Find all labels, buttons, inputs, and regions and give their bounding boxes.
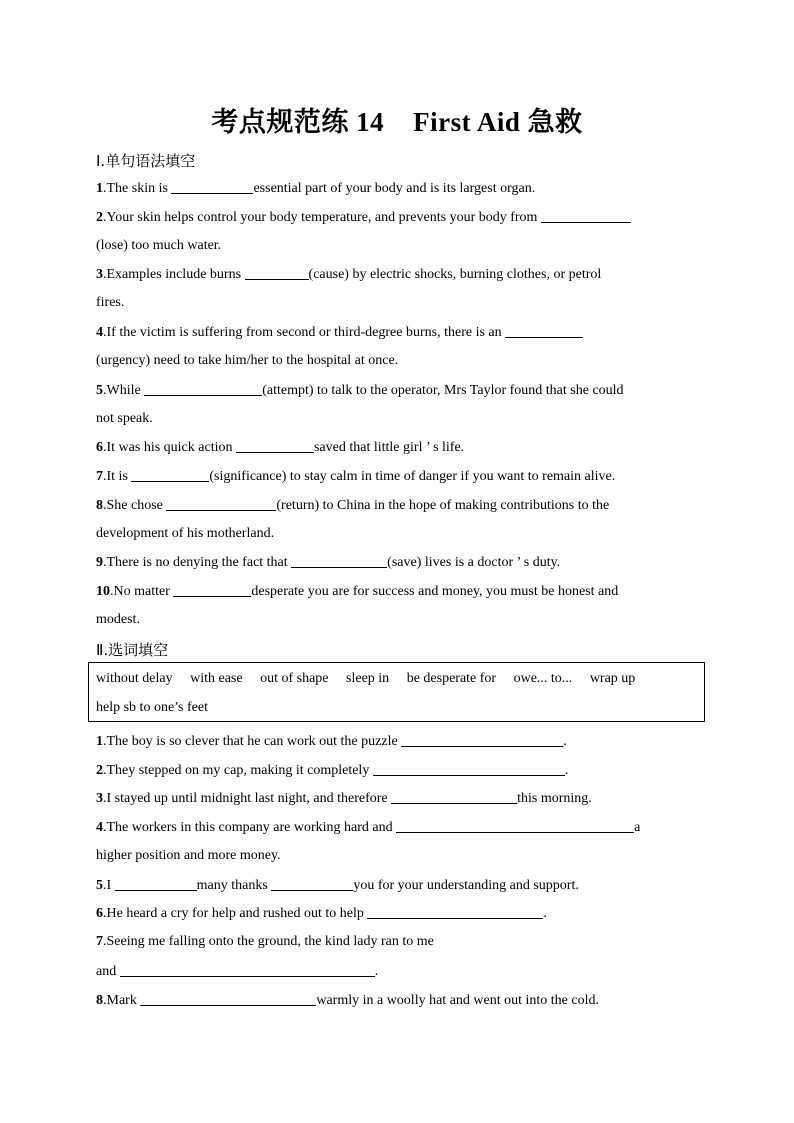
grammar-question-8: 8.She chose (return) to China in the hope of making contributions to the	[96, 498, 610, 513]
answer-blank[interactable]	[120, 962, 375, 977]
grammar-question-3: 3.Examples include burns (cause) by electric shocks, burning clothes, or petrol	[96, 267, 602, 282]
grammar-question-2-cont: (lose) too much water.	[96, 238, 222, 253]
word-bank-phrase: owe... to...	[513, 671, 573, 686]
section-grammar-heading: Ⅰ.单句语法填空	[96, 152, 196, 170]
answer-blank[interactable]	[140, 991, 316, 1006]
word-bank-row-1	[96, 671, 635, 687]
choice-question-1: 1.The boy is so clever that he can work out the puzzle .	[96, 734, 567, 749]
answer-blank[interactable]	[173, 582, 251, 597]
answer-blank[interactable]	[115, 876, 197, 891]
word-bank-phrase: without delay	[96, 671, 173, 686]
word-bank-phrase: with ease	[190, 671, 243, 686]
answer-blank[interactable]	[131, 467, 209, 482]
choice-question-4-cont: higher position and more money.	[96, 848, 281, 863]
answer-blank[interactable]	[144, 381, 262, 396]
grammar-question-6: 6.It was his quick action saved that little girl ’ s life.	[96, 440, 465, 455]
answer-blank[interactable]	[396, 818, 634, 833]
grammar-question-2: 2.Your skin helps control your body temperature, and prevents your body from	[96, 208, 631, 227]
choice-question-8: 8.Mark warmly in a woolly hat and went out into the cold.	[96, 993, 599, 1008]
word-bank-row-2	[96, 700, 222, 716]
grammar-question-10: 10.No matter desperate you are for success and money, you must be honest and	[96, 584, 619, 599]
answer-blank[interactable]	[367, 904, 543, 919]
word-bank-phrase: be desperate for	[406, 671, 497, 686]
answer-blank[interactable]	[373, 761, 565, 776]
answer-blank[interactable]	[171, 179, 253, 194]
choice-question-7-cont: and .	[96, 964, 379, 979]
grammar-question-10-cont: modest.	[96, 612, 140, 627]
choice-question-7: 7.Seeing me falling onto the ground, the kind lady ran to me	[96, 934, 434, 949]
answer-blank[interactable]	[291, 553, 387, 568]
grammar-question-1: 1.The skin is essential part of your body and is its largest organ.	[96, 181, 536, 196]
word-bank-phrase: wrap up	[589, 671, 636, 686]
grammar-question-7: 7.It is (significance) to stay calm in time of danger if you want to remain alive.	[96, 469, 616, 484]
answer-blank[interactable]	[236, 438, 314, 453]
word-bank-phrase: help sb to one’s feet	[96, 700, 208, 715]
word-bank-box	[88, 662, 705, 722]
grammar-question-5: 5.While (attempt) to talk to the operator, Mrs Taylor found that she could	[96, 383, 624, 398]
word-bank-phrase: sleep in	[346, 671, 390, 686]
section-word-choice-heading: Ⅱ.选词填空	[96, 641, 169, 659]
grammar-question-3-cont: fires.	[96, 295, 125, 310]
grammar-question-5-cont: not speak.	[96, 411, 153, 426]
choice-question-3: 3.I stayed up until midnight last night, and therefore this morning.	[96, 791, 592, 806]
answer-blank[interactable]	[505, 323, 583, 338]
choice-question-5: 5.I many thanks you for your understanding and support.	[96, 878, 579, 893]
word-bank-phrase: out of shape	[260, 671, 329, 686]
grammar-question-8-cont: development of his motherland.	[96, 526, 275, 541]
answer-blank[interactable]	[271, 876, 353, 891]
answer-blank[interactable]	[245, 265, 309, 280]
choice-question-2: 2.They stepped on my cap, making it completely .	[96, 763, 569, 778]
page-title: 考点规范练 14 First Aid 急救	[211, 107, 583, 137]
choice-question-6: 6.He heard a cry for help and rushed out to help .	[96, 906, 547, 921]
answer-blank[interactable]	[391, 789, 517, 804]
grammar-question-4: 4.If the victim is suffering from second or third-degree burns, there is an	[96, 323, 583, 342]
answer-blank[interactable]	[166, 496, 276, 511]
answer-blank[interactable]	[401, 732, 563, 747]
answer-blank[interactable]	[541, 208, 631, 223]
grammar-question-9: 9.There is no denying the fact that (save) lives is a doctor ’ s duty.	[96, 555, 561, 570]
choice-question-4: 4.The workers in this company are working hard and a	[96, 820, 641, 835]
grammar-question-4-cont: (urgency) need to take him/her to the hospital at once.	[96, 353, 399, 368]
